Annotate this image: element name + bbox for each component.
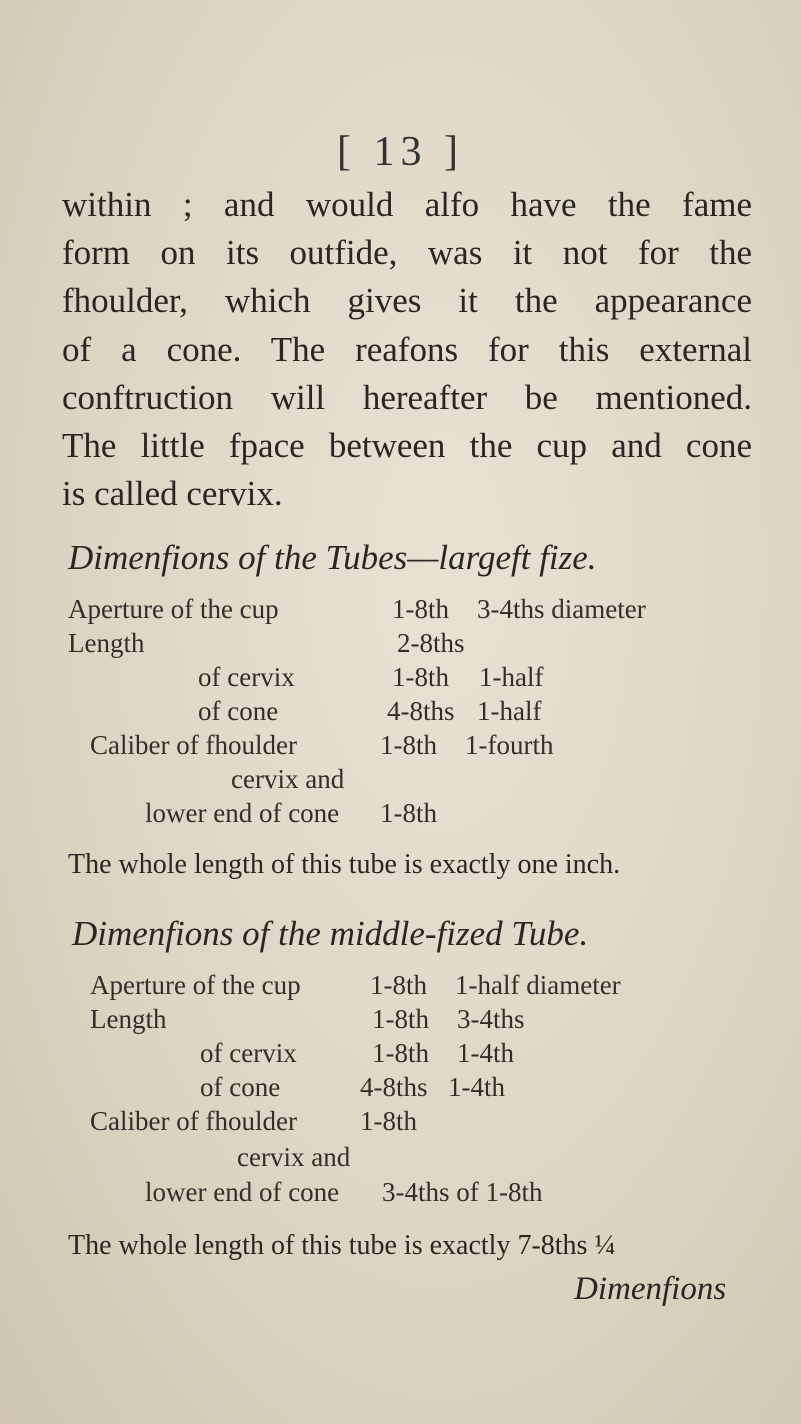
table-value: 4-8ths [387,696,455,726]
table-value: 2-8ths [397,628,465,658]
paragraph-line: fhoulder, which gives it the appearance [62,281,752,320]
table-value: 1-8th [372,1004,429,1034]
table-label: cervix and [237,1142,351,1172]
table-value: 1-fourth [465,730,554,760]
table-label: Length [90,1004,167,1034]
table-value: 3-4ths of 1-8th [382,1177,543,1207]
table-value: 1-8th [392,662,449,692]
table-value: 1-8th [380,730,437,760]
section-heading-largest: Dimenfions of the Tubes—largeft fize. [68,538,597,577]
table-label: Caliber of fhoulder [90,730,297,760]
paragraph-line: of a cone. The reafons for this external [62,330,752,369]
page-number: [ 13 ] [337,129,464,175]
table-value: 1-8th [372,1038,429,1068]
paragraph-line: conftruction will hereafter be mentioned. [62,378,752,417]
table-value: 1-8th [370,970,427,1000]
paragraph-line: is called cervix. [62,474,283,513]
tube-length-note: The whole length of this tube is exactly 7-8ths ¼ [68,1230,616,1261]
table-value: 1-half [479,662,544,692]
table-label: Caliber of fhoulder [90,1106,297,1136]
table-label: lower end of cone [145,1177,340,1207]
table-label: lower end of cone [145,798,340,828]
table-label: Aperture of the cup [68,594,279,624]
catchword: Dimenfions [574,1271,727,1307]
table-label: of cone [198,696,279,726]
table-label: cervix and [231,764,345,794]
paragraph-line: The little fpace between the cup and cone [62,426,752,465]
table-value: 3-4ths [457,1004,525,1034]
table-value: 3-4ths diameter [477,594,646,624]
table-value: 1-4th [448,1072,505,1102]
table-value: 1-8th [380,798,437,828]
tube-length-note: The whole length of this tube is exactly one inch. [68,849,621,880]
table-label: of cervix [198,662,295,692]
table-value: 1-4th [457,1038,514,1068]
section-heading-middle: Dimenfions of the middle-fized Tube. [72,914,589,953]
table-value: 1-8th [360,1106,417,1136]
table-label: Aperture of the cup [90,970,301,1000]
table-label: of cone [200,1072,281,1102]
table-value: 4-8ths [360,1072,428,1102]
paragraph-line: form on its outfide, was it not for the [62,233,752,272]
table-label: of cervix [200,1038,297,1068]
table-label: Length [68,628,145,658]
table-value: 1-half [477,696,542,726]
table-value: 1-8th [392,594,449,624]
paragraph-line: within ; and would alfo have the fame [62,185,752,224]
table-value: 1-half diameter [455,970,621,1000]
